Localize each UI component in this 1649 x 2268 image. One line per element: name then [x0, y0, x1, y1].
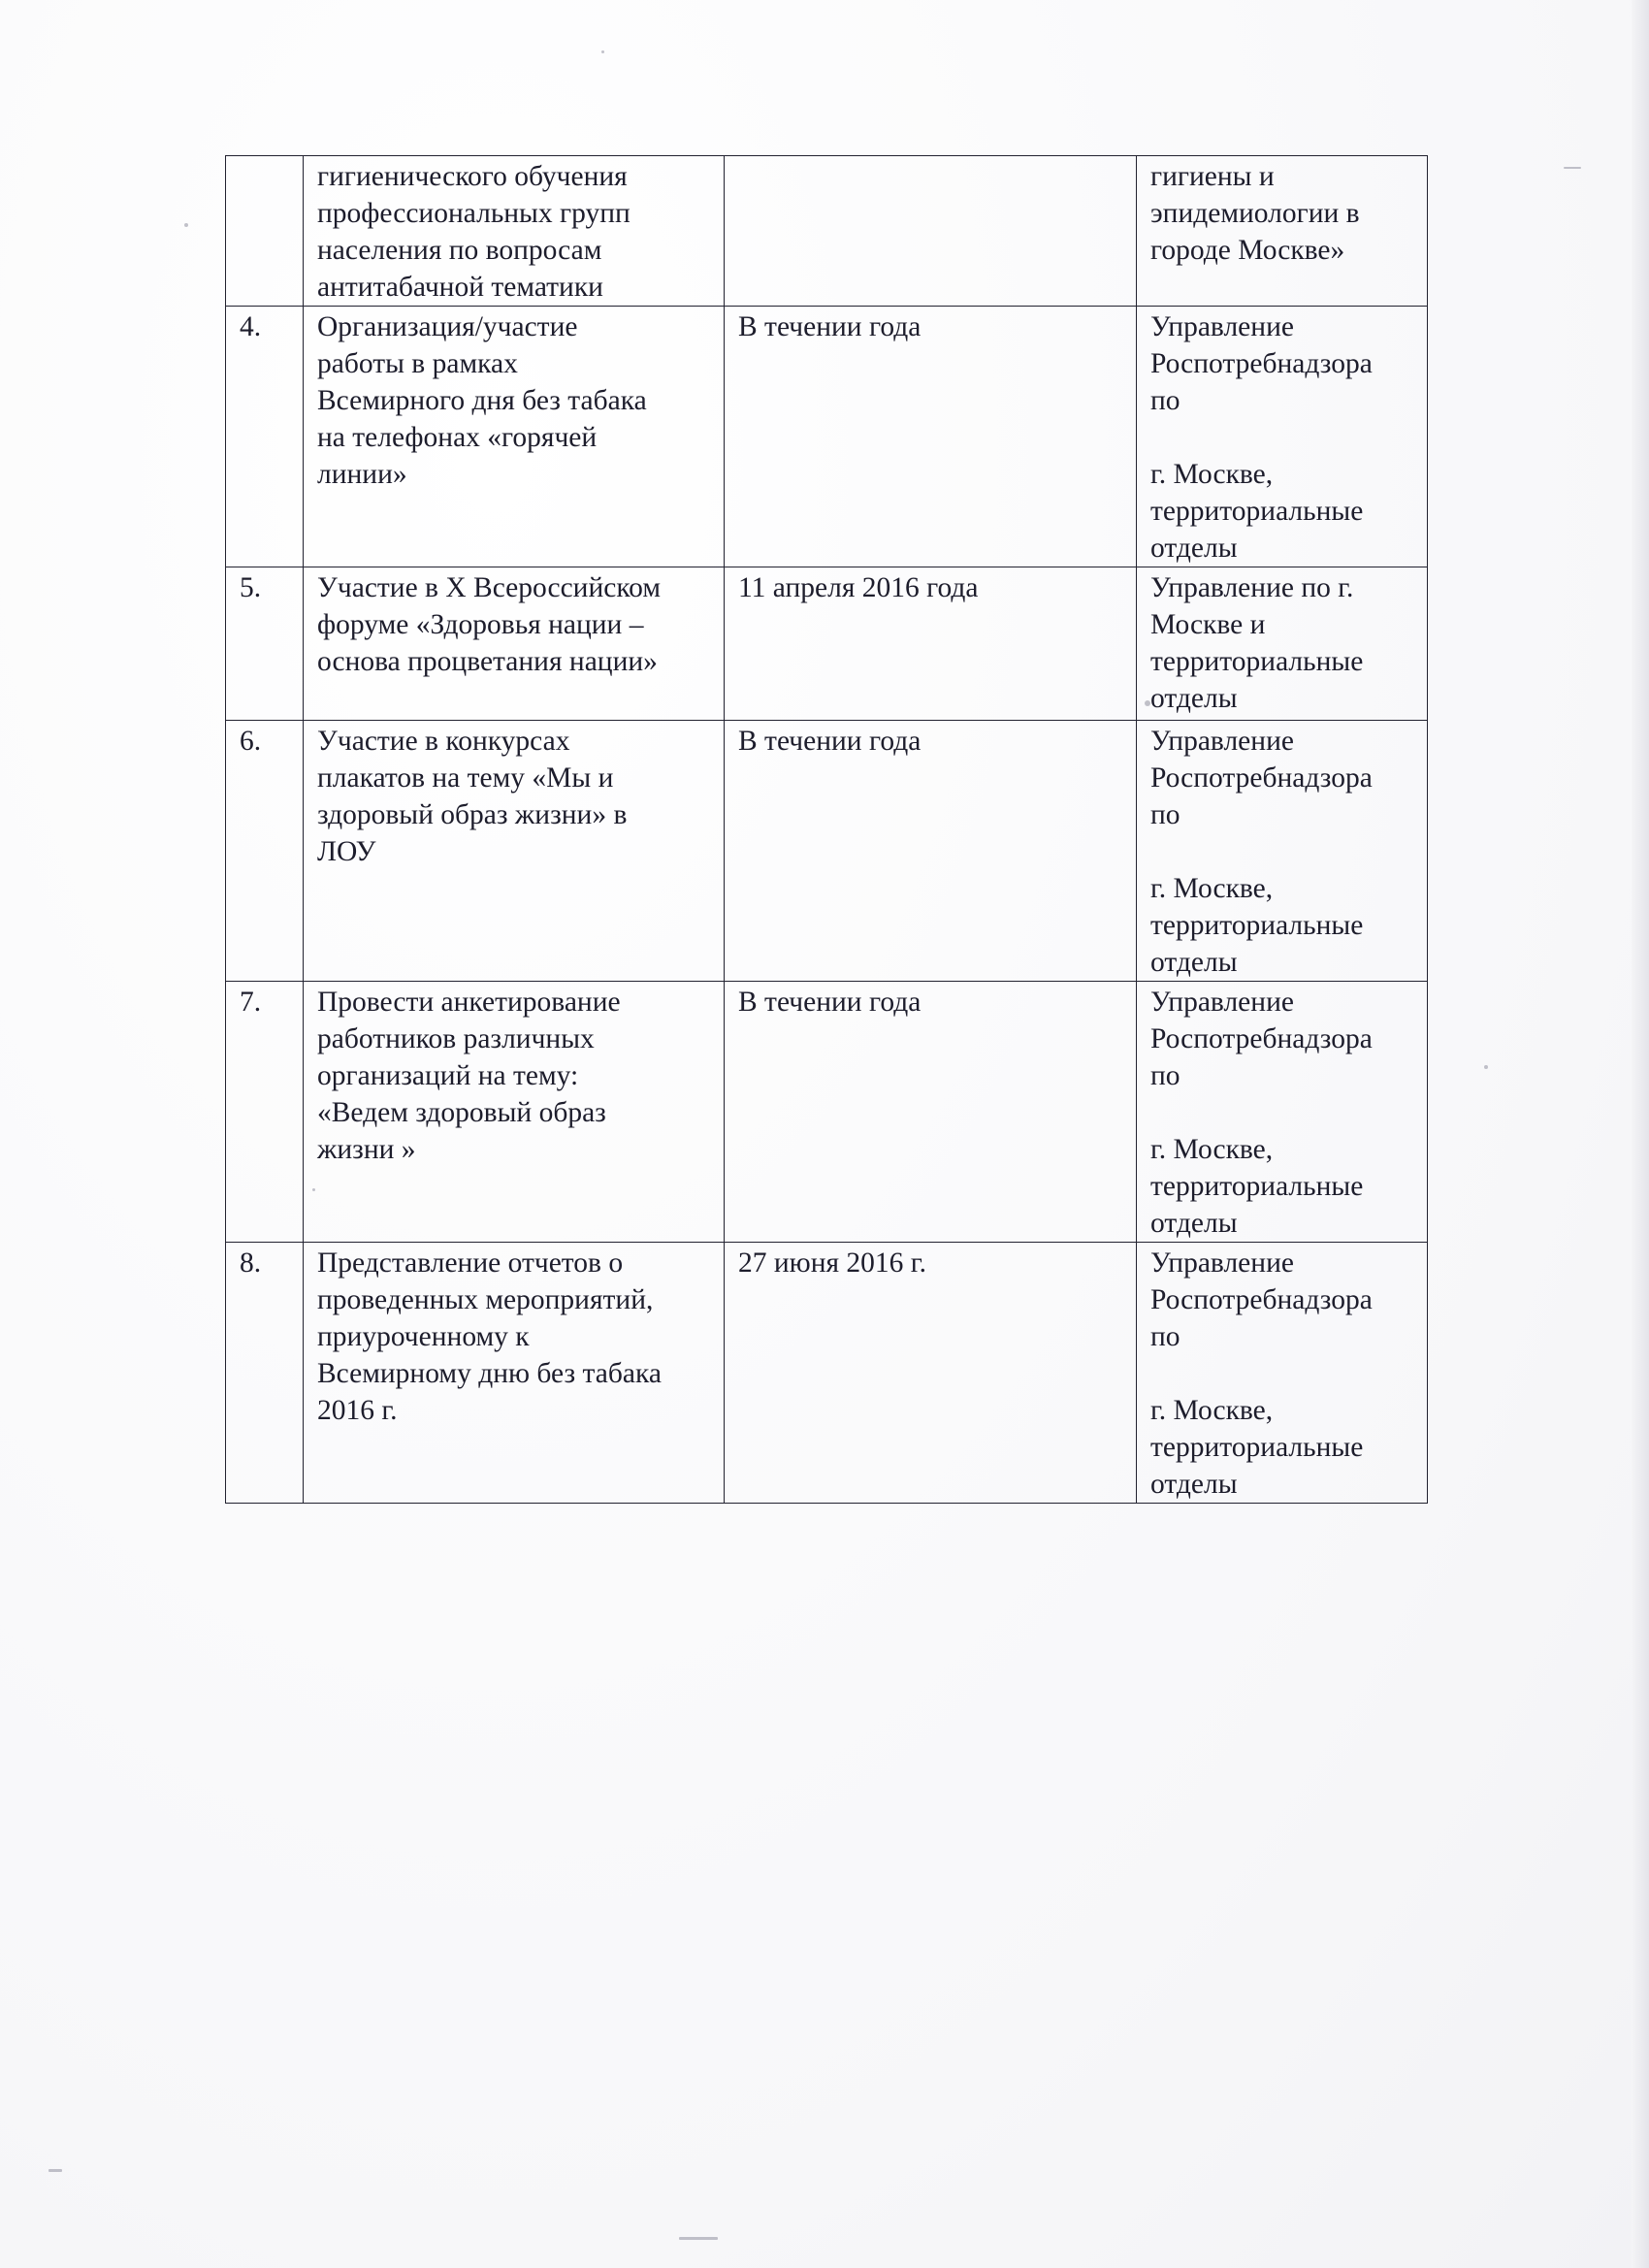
row-number: 4. — [226, 307, 304, 567]
row-number: 6. — [226, 721, 304, 982]
scan-speck — [184, 223, 188, 227]
table-row — [226, 1243, 1428, 1504]
scan-speck — [48, 2169, 62, 2172]
table-row — [226, 156, 1428, 307]
responsible-cell: Управление Роспотребнадзора по г. Москве, территориальные отделы — [1137, 1243, 1428, 1504]
table-row — [226, 721, 1428, 982]
responsible-cell: Управление Роспотребнадзора по г. Москве, территориальные отделы — [1137, 307, 1428, 567]
table-row — [226, 307, 1428, 567]
row-number: 5. — [226, 567, 304, 721]
scan-speck — [1564, 167, 1581, 169]
event-cell: гигиенического обучения профессиональных групп населения по вопросам антитабачной тематики — [304, 156, 725, 307]
row-number: 8. — [226, 1243, 304, 1504]
events-table — [225, 155, 1428, 1504]
date-cell: В течении года — [725, 307, 1137, 567]
date-cell: 27 июня 2016 г. — [725, 1243, 1137, 1504]
date-cell: В течении года — [725, 982, 1137, 1243]
table-row — [226, 567, 1428, 721]
scan-speck — [679, 2237, 718, 2240]
event-cell: Провести анкетирование работников различных организаций на тему: «Ведем здоровый образ жизни » — [304, 982, 725, 1243]
event-cell: Представление отчетов о проведенных мероприятий, приуроченному к Всемирному дню без табака 2016 г. — [304, 1243, 725, 1504]
responsible-cell: Управление по г. Москве и территориальные отделы — [1137, 567, 1428, 721]
scan-speck — [1484, 1065, 1488, 1069]
event-cell: Участие в X Всероссийском форуме «Здоровья нации – основа процветания нации» — [304, 567, 725, 721]
responsible-cell: гигиены и эпидемиологии в городе Москве» — [1137, 156, 1428, 307]
responsible-cell: Управление Роспотребнадзора по г. Москве, территориальные отделы — [1137, 721, 1428, 982]
table-row — [226, 982, 1428, 1243]
date-cell — [725, 156, 1137, 307]
scan-speck — [601, 50, 604, 53]
row-number — [226, 156, 304, 307]
responsible-cell: Управление Роспотребнадзора по г. Москве, территориальные отделы — [1137, 982, 1428, 1243]
event-cell: Организация/участие работы в рамках Всемирного дня без табака на телефонах «горячей линии» — [304, 307, 725, 567]
event-cell: Участие в конкурсах плакатов на тему «Мы и здоровый образ жизни» в ЛОУ — [304, 721, 725, 982]
page-edge-shadow — [1632, 0, 1649, 2268]
date-cell: 11 апреля 2016 года — [725, 567, 1137, 721]
row-number: 7. — [226, 982, 304, 1243]
date-cell: В течении года — [725, 721, 1137, 982]
